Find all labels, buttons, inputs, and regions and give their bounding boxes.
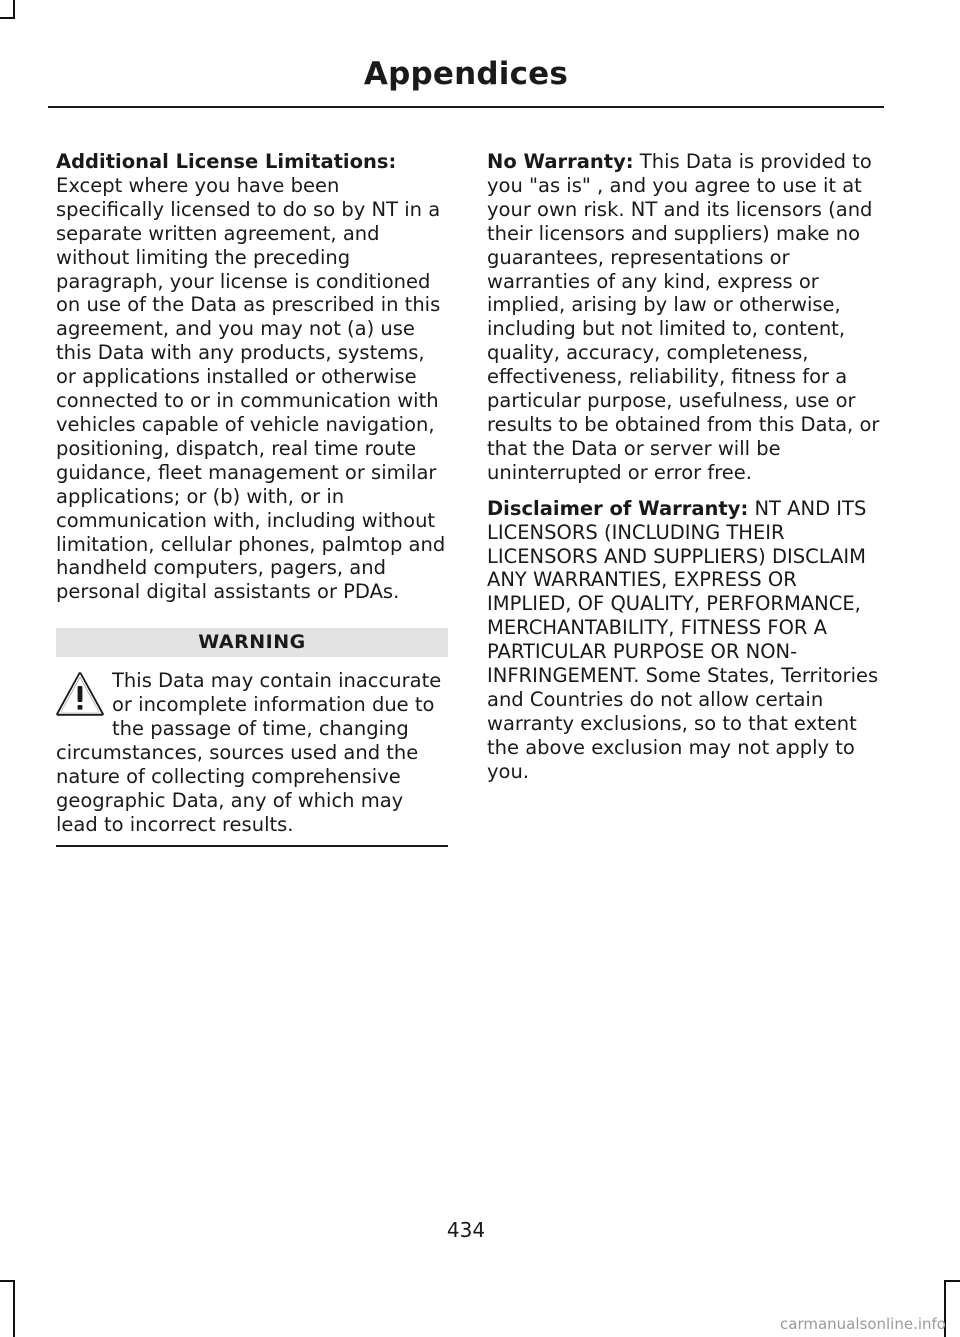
left-column xyxy=(56,150,448,847)
disclaimer-heading: Disclaimer of Warranty: xyxy=(487,496,749,520)
disclaimer-body: NT AND ITS LICENSORS (INCLUDING THEIR LICENSORS AND SUPPLIERS) DISCLAIM ANY WARRANTIES, EXPRESS OR IMPLIED, OF QUALITY, PERFORMANCE, MERCHANTABILITY, FITNESS FOR A PARTICULAR PURPOSE OR NON-INFRINGEMENT. Some States, Territories and Countries do not allow certain warranty exclusions, so to that extent the above exclusion may not apply to you. xyxy=(487,496,879,783)
crop-mark xyxy=(13,0,15,18)
page-number: 434 xyxy=(446,1218,486,1242)
warning-text: This Data may contain inaccurate or incomplete information due to the passage of time, changing circumstances, sources used and the nature of collecting comprehensive geographic Data, any of which may lead to incorrect results. xyxy=(56,669,442,836)
watermark: carmanualsonline.info xyxy=(780,1315,946,1333)
crop-mark xyxy=(0,1280,15,1282)
warning-box xyxy=(56,628,448,846)
warranty-heading: No Warranty: xyxy=(487,150,634,173)
page-title: Appendices xyxy=(363,56,569,92)
warranty-body: This Data is provided to you "as is" , and you agree to use it at your own risk. NT and its licensors (and their licensors and suppliers) make no guarantees, representations or warranties of any kind, express or implied, arising by law or otherwise, including but not limited to, content, quality, accuracy, completeness, effectiveness, reliability, fitness for a particular purpose, usefulness, use or results to be obtained from this Data, or that the Data or server will be uninterrupted or error free. xyxy=(487,150,880,484)
right-column xyxy=(487,150,881,784)
warning-body xyxy=(56,669,448,836)
disclaimer-paragraph xyxy=(487,497,881,784)
license-paragraph xyxy=(56,150,448,604)
crop-mark xyxy=(13,1280,15,1337)
header-divider xyxy=(48,106,884,108)
crop-mark xyxy=(944,1280,960,1282)
warning-triangle-icon xyxy=(56,671,104,717)
crop-mark xyxy=(0,17,15,19)
license-body: Except where you have been specifically licensed to do so by NT in a separate written agreement, and without limiting the preceding paragraph, your license is conditioned on use of the Data as prescribed in this agreement, and you may not (a) use this Data with any products, systems, or applications installed or otherwise connected to or in communication with vehicles capable of vehicle navigation, positioning, dispatch, real time route guidance, fleet management or similar applications; or (b) with, or in communication with, including without limitation, cellular phones, palmtop and handheld computers, pagers, and personal digital assistants or PDAs. xyxy=(56,173,446,604)
license-heading: Additional License Limitations: xyxy=(56,150,397,173)
warranty-paragraph xyxy=(487,150,881,485)
warning-divider xyxy=(56,845,448,847)
warning-title: WARNING xyxy=(56,628,448,657)
